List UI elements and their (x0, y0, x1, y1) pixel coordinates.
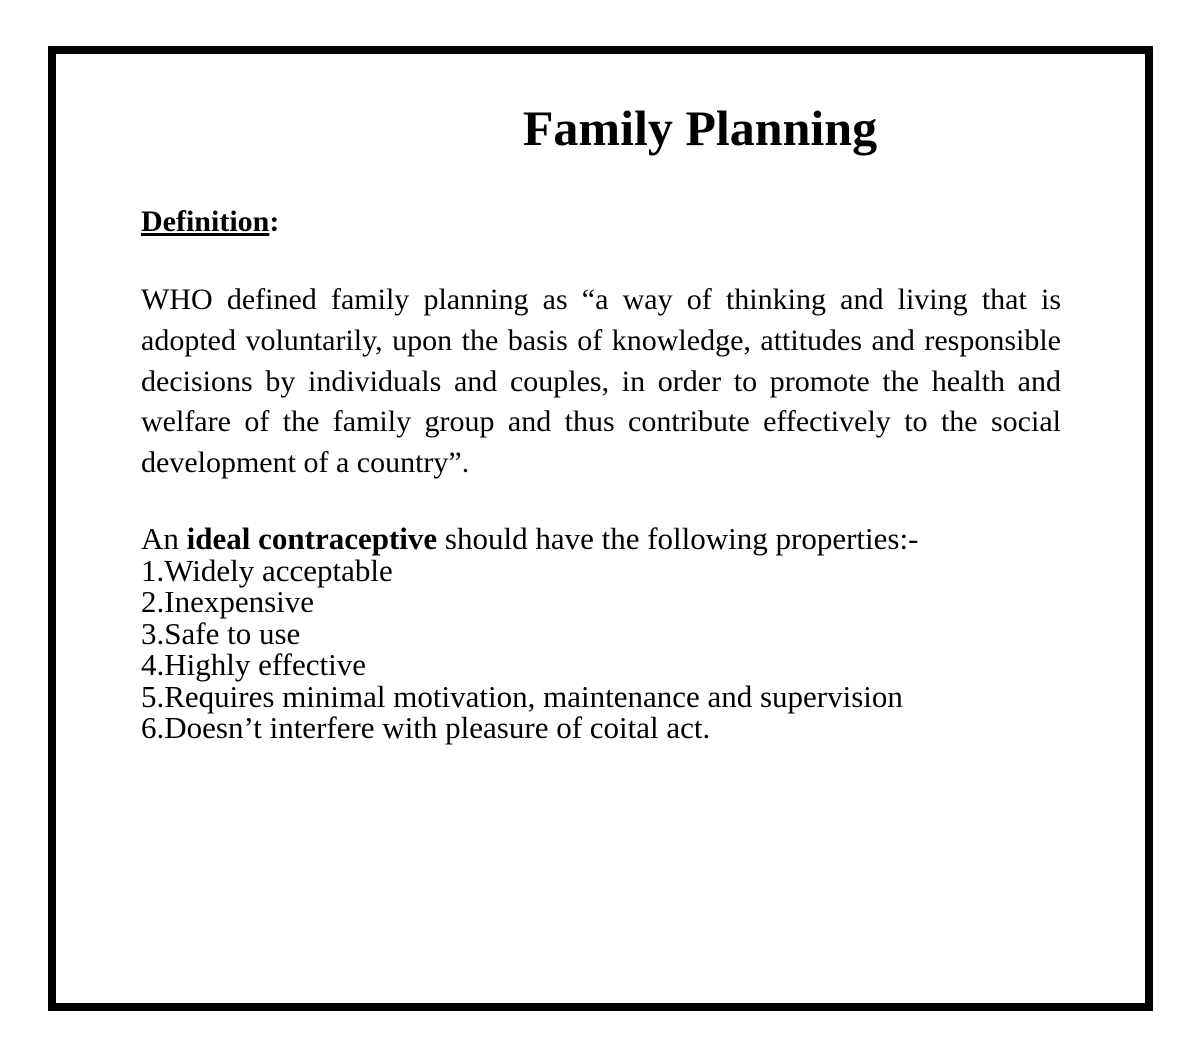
properties-intro (141, 522, 1061, 555)
document-body (141, 202, 1061, 744)
property-item: 5.Requires minimal motivation, maintenance and supervision (141, 678, 903, 714)
property-item: 2.Inexpensive (141, 584, 315, 620)
definition-heading (141, 202, 1061, 242)
intro-suffix: should have the following properties:- (437, 520, 919, 556)
property-item: 1.Widely acceptable (141, 552, 393, 588)
definition-heading-colon: : (269, 205, 280, 238)
property-item: 4.Highly effective (141, 647, 366, 683)
intro-bold-term: ideal contraceptive (186, 520, 438, 556)
definition-heading-label: Definition (141, 205, 270, 238)
property-item: 6.Doesn’t interfere with pleasure of coital act. (141, 710, 711, 746)
property-item: 3.Safe to use (141, 615, 301, 651)
properties-list (141, 552, 1061, 746)
page-title: Family Planning (522, 100, 878, 156)
definition-paragraph: WHO defined family planning as “a way of thinking and living that is adopted voluntarily, upon the basis of knowledge, attitudes and responsible decisions by individuals and couples, in order to promote the health and welfare of the family group and thus contribute effectively to the social development of a country”. (141, 283, 1061, 480)
intro-prefix: An (141, 520, 187, 556)
